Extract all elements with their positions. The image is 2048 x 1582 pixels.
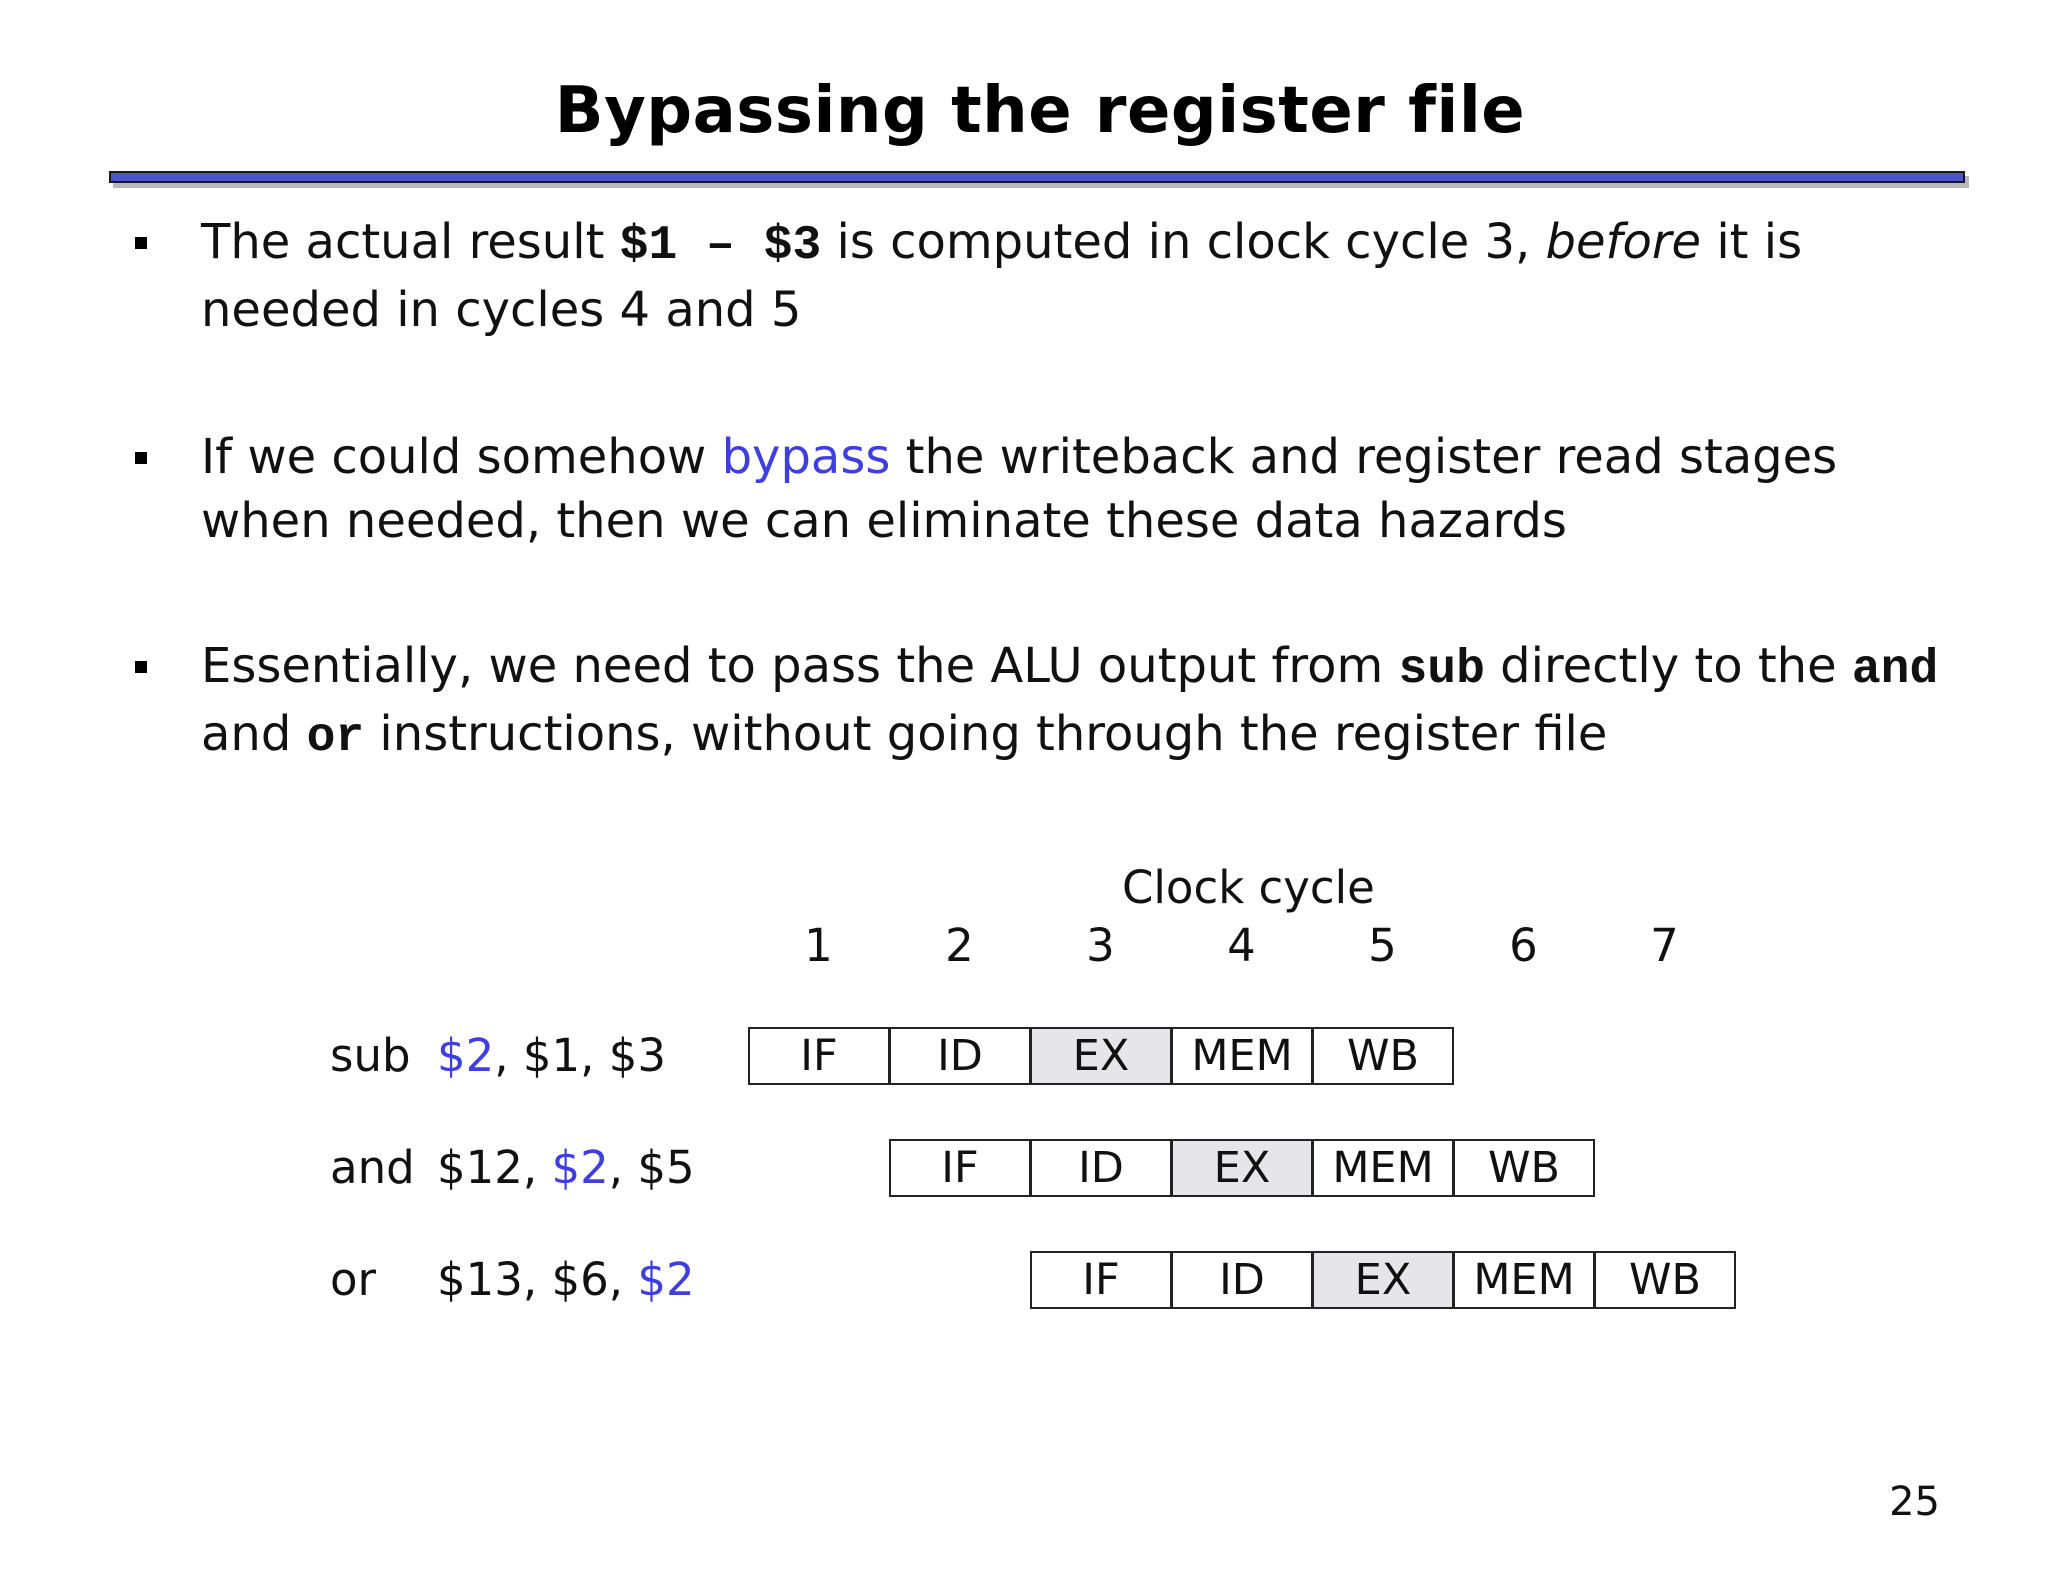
cycle-number-1: 1 — [804, 919, 833, 972]
cycle-number-5: 5 — [1368, 919, 1397, 972]
bullet-2-text-b: the writeback and register read stages when needed, then we can eliminate these data hazards — [201, 429, 1838, 549]
stage-cell-ex: EX — [1171, 1139, 1313, 1197]
cycle-number-7: 7 — [1650, 919, 1679, 972]
title-underline-bar — [109, 171, 1965, 183]
bullet-3-text-d: instructions, without going through the register file — [364, 706, 1608, 762]
stage-cell-if: IF — [748, 1027, 890, 1085]
operand-text: , — [608, 1253, 638, 1306]
stage-cell-mem: MEM — [1171, 1027, 1313, 1085]
cycle-number-4: 4 — [1227, 919, 1256, 972]
bullet-1-text-a: The actual result — [201, 214, 620, 270]
stage-cell-id: ID — [889, 1027, 1031, 1085]
operand-highlighted: $2 — [637, 1253, 695, 1306]
operand-text: , — [522, 1253, 552, 1306]
instruction-opcode: and — [330, 1141, 415, 1194]
slide-title: Bypassing the register file — [554, 74, 1526, 148]
bullet-1-text-b: is computed in clock cycle 3, — [821, 214, 1546, 270]
stage-cell-wb: WB — [1594, 1251, 1736, 1309]
operand-text: , — [522, 1141, 552, 1194]
bullet-3 — [201, 634, 1981, 770]
instruction-opcode: or — [330, 1253, 377, 1306]
bullet-1-text-c: it is needed in cycles 4 and 5 — [201, 214, 1803, 338]
stage-cell-ex: EX — [1312, 1251, 1454, 1309]
cycle-number-6: 6 — [1509, 919, 1538, 972]
instruction-operands — [437, 1028, 666, 1084]
operand-text: $12 — [437, 1141, 523, 1194]
operand-text: $6 — [551, 1253, 609, 1306]
operand-text: $3 — [608, 1029, 667, 1082]
page-number: 25 — [1889, 1479, 1940, 1525]
bullet-3-code-and: and — [1851, 643, 1939, 697]
stage-cell-mem: MEM — [1453, 1251, 1595, 1309]
operand-text: , — [580, 1029, 609, 1082]
stage-cell-id: ID — [1171, 1251, 1313, 1309]
bullet-icon — [135, 452, 147, 464]
operand-text: $1 — [522, 1029, 581, 1082]
bullet-3-text-c: and — [201, 706, 307, 762]
operand-text: $13 — [437, 1253, 523, 1306]
bullet-1 — [201, 210, 1981, 342]
cycle-number-3: 3 — [1086, 919, 1115, 972]
instruction-opcode: sub — [330, 1029, 411, 1082]
bullet-2 — [201, 425, 1981, 553]
bullet-1-emphasis: before — [1545, 214, 1702, 270]
bullet-2-text-a: If we could somehow — [201, 429, 722, 485]
operand-text: $5 — [637, 1141, 695, 1194]
cycle-number-2: 2 — [945, 919, 974, 972]
operand-text: , — [494, 1029, 523, 1082]
operand-highlighted: $2 — [551, 1141, 609, 1194]
instruction-operands — [437, 1140, 695, 1196]
stage-cell-wb: WB — [1453, 1139, 1595, 1197]
bullet-3-text-a: Essentially, we need to pass the ALU output from — [201, 638, 1399, 694]
clock-cycle-label: Clock cycle — [1122, 861, 1375, 914]
operand-text: , — [608, 1141, 638, 1194]
stage-cell-id: ID — [1030, 1139, 1172, 1197]
operand-highlighted: $2 — [437, 1029, 495, 1082]
stage-cell-if: IF — [1030, 1251, 1172, 1309]
bullet-3-text-b: directly to the — [1484, 638, 1852, 694]
bullet-1-code: $1 – $3 — [619, 219, 822, 273]
stage-cell-if: IF — [889, 1139, 1031, 1197]
bullet-icon — [135, 237, 147, 249]
instruction-operands — [437, 1252, 695, 1308]
stage-cell-ex: EX — [1030, 1027, 1172, 1085]
bullet-3-code-sub: sub — [1398, 643, 1485, 697]
bullet-icon — [135, 661, 147, 673]
bullet-2-highlight: bypass — [721, 429, 891, 485]
stage-cell-wb: WB — [1312, 1027, 1454, 1085]
stage-cell-mem: MEM — [1312, 1139, 1454, 1197]
bullet-3-code-or: or — [306, 711, 365, 765]
